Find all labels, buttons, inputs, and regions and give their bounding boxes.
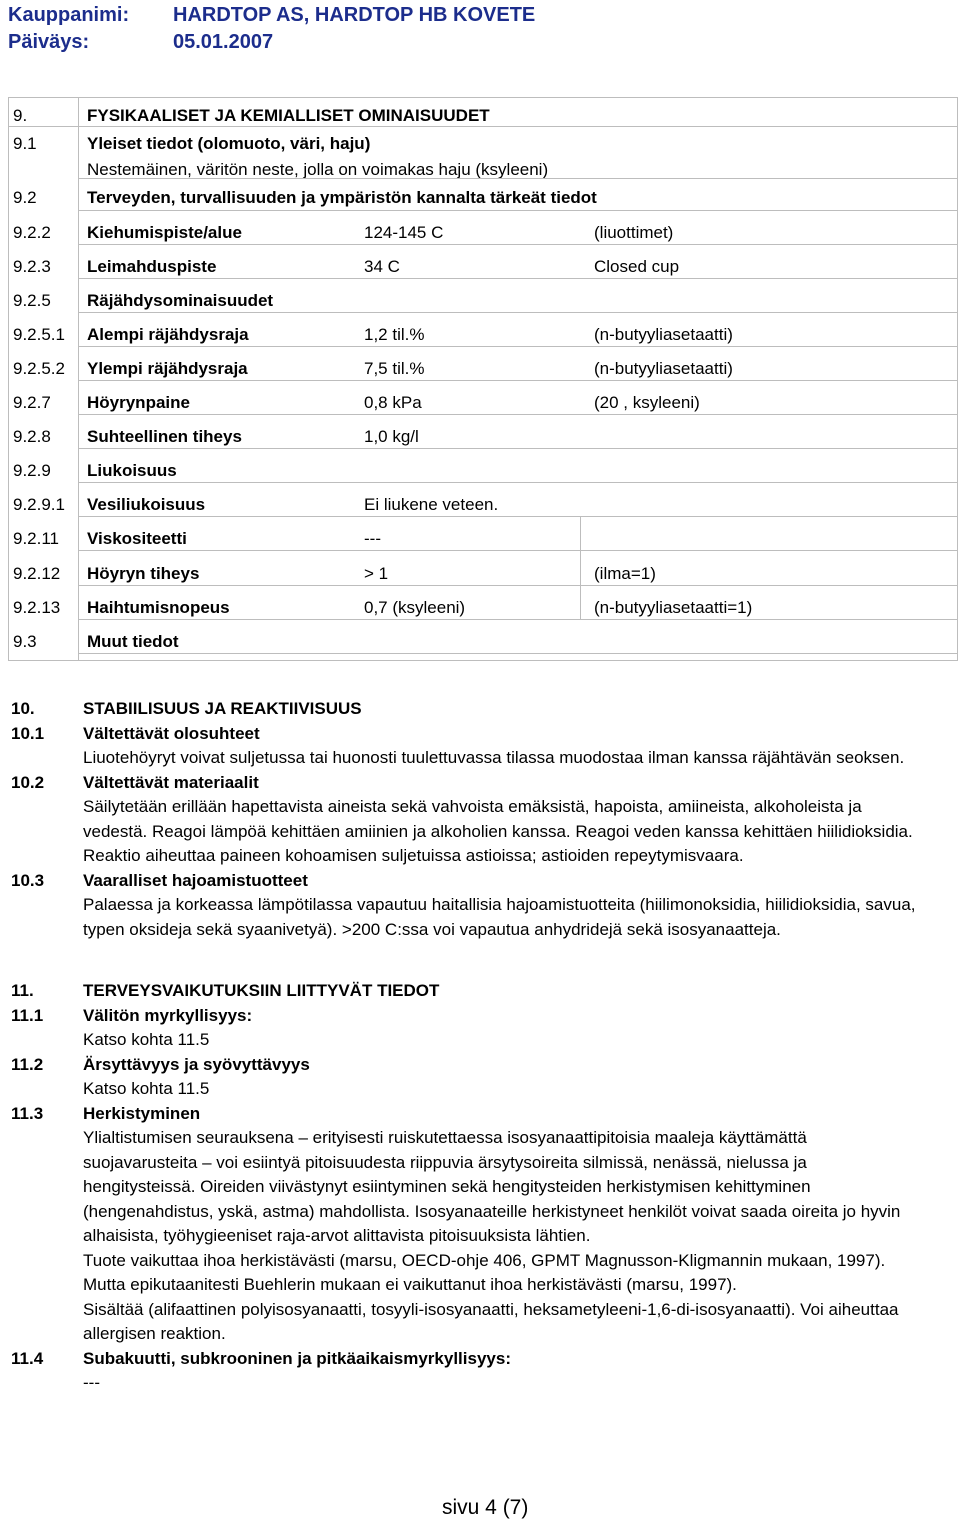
text-line: allergisen reaktion.	[83, 1324, 226, 1343]
text-line: Ylialtistumisen seurauksena – erityisesti ruiskutettaessa isosyanaattipitoisia maaleja käyttämättä	[83, 1128, 807, 1147]
text-line: Katso kohta 11.5	[83, 1030, 210, 1049]
subsection-number: 10.1	[11, 723, 45, 743]
property-value: 1,2 til.%	[364, 325, 425, 344]
section-title: TERVEYSVAIKUTUKSIIN LIITTYVÄT TIEDOT	[83, 981, 440, 1000]
paragraph	[83, 1028, 951, 1053]
property-label: Haihtumisnopeus	[87, 598, 230, 617]
property-number: 9.2.3	[13, 257, 51, 276]
property-value: 0,8 kPa	[364, 393, 422, 412]
text-line: vedestä. Reagoi lämpöä kehittäen amiinien ja alkoholien kanssa. Reagoi veden kanssa kehittäen hiilidioksidia.	[83, 821, 913, 841]
paragraph	[83, 1126, 951, 1347]
section-number: 10.	[11, 699, 35, 718]
property-number: 9.3	[13, 632, 37, 651]
property-comment: (20 , ksyleeni)	[594, 393, 700, 412]
header-date	[8, 31, 273, 54]
property-value: ---	[364, 529, 381, 548]
property-number: 9.2.9.1	[13, 495, 65, 514]
property-number: 9.2.5.2	[13, 359, 65, 378]
subsection-number: 10.3	[11, 870, 45, 890]
subsection-title: Vältettävät olosuhteet	[83, 723, 260, 743]
text-line: Sisältää (alifaattinen polyisosyanaatti, tosyyli-isosyanaatti, heksametyleeni-1,6-di-isosyanaatti). Voi aiheuttaa	[83, 1299, 899, 1319]
property-comment: (ilma=1)	[594, 564, 656, 583]
property-number: 9.2.2	[13, 223, 51, 242]
property-value: > 1	[364, 564, 389, 583]
property-label: Suhteellinen tiheys	[87, 427, 242, 446]
text-line: typen oksideja sekä syaanivetyä). >200 C:ssa voi vapautua anhydridejä sekä isosyanaatteja.	[83, 919, 781, 939]
property-comment: (n-butyyliasetaatti)	[594, 359, 733, 378]
property-label: Muut tiedot	[87, 632, 179, 651]
text-line: ---	[83, 1373, 100, 1392]
text-line: Tuote vaikuttaa ihoa herkistävästi (marsu, OECD-ohje 406, GPMT Magnusson-Kligmannin mukaan, 1997).	[83, 1250, 886, 1270]
property-comment: (n-butyyliasetaatti=1)	[594, 598, 753, 617]
subsection-title: Ärsyttävyys ja syövyttävyys	[83, 1054, 310, 1074]
page-number: sivu 4 (7)	[442, 1496, 529, 1519]
subsection-number: 11.4	[11, 1348, 44, 1368]
text-line: Palaessa ja korkeassa lämpötilassa vapautuu haitallisia hajoamistuotteita (hiilimonoksidia, hiilidioksidia, savua,	[83, 895, 916, 914]
subsection-title: Herkistyminen	[83, 1103, 201, 1123]
property-label: Terveyden, turvallisuuden ja ympäristön kannalta tärkeät tiedot	[87, 188, 597, 207]
text-line: suojavarusteita – voi esiintyä pitoisuudesta riippuvia ärsytysoireita silmissä, nenässä, nielussa ja	[83, 1152, 807, 1172]
property-label: Vesiliukoisuus	[87, 495, 206, 514]
property-label: Kiehumispiste/alue	[87, 223, 242, 242]
property-label: Viskositeetti	[87, 529, 187, 548]
date-value: 05.01.2007	[173, 31, 274, 53]
property-label: Höyryn tiheys	[87, 564, 200, 583]
section-10	[11, 697, 951, 942]
paragraph	[83, 1077, 951, 1102]
paragraph	[83, 1371, 951, 1396]
paragraph	[83, 795, 951, 869]
property-number: 9.2.11	[13, 529, 60, 548]
text-line: (hengenahdistus, yskä, astma) mahdollista. Isosyanaateille herkistyneet henkilöt voivat saada oireita jo hyvin	[83, 1201, 901, 1221]
subsection-number: 11.3	[11, 1103, 44, 1123]
section-9-table	[8, 97, 958, 661]
section-number: 11.	[11, 981, 34, 1000]
section-11	[11, 979, 951, 1396]
subsection-number: 11.2	[11, 1054, 44, 1074]
property-number: 9.2.9	[13, 461, 51, 480]
property-label: Leimahduspiste	[87, 257, 217, 276]
date-label: Päiväys:	[8, 31, 90, 53]
property-number: 9.2.7	[13, 393, 51, 412]
property-label: Nestemäinen, väritön neste, jolla on voimakas haju (ksyleeni)	[87, 160, 549, 179]
property-comment: Closed cup	[594, 257, 680, 276]
property-number: 9.2	[13, 188, 37, 207]
property-number: 9.	[13, 106, 28, 125]
property-label: Alempi räjähdysraja	[87, 325, 249, 344]
text-line: Katso kohta 11.5	[83, 1079, 210, 1098]
text-line: Mutta epikutaanitesti Buehlerin mukaan ei vaikuttanut ihoa herkistävästi (marsu, 1997).	[83, 1275, 737, 1294]
property-value: 124-145 C	[364, 223, 444, 242]
product-label: Kauppanimi:	[8, 4, 130, 26]
property-value: 0,7 (ksyleeni)	[364, 598, 466, 617]
paragraph	[83, 893, 951, 942]
text-line: Liuotehöyryt voivat suljetussa tai huonosti tuulettuvassa tilassa muodostaa ilman kanssa räjähtävän seoksen.	[83, 748, 905, 767]
subsection-title: Subakuutti, subkrooninen ja pitkäaikaismyrkyllisyys:	[83, 1348, 511, 1368]
property-value: 1,0 kg/l	[364, 427, 419, 446]
property-comment: (n-butyyliasetaatti)	[594, 325, 733, 344]
section-title: STABIILISUUS JA REAKTIIVISUUS	[83, 699, 362, 718]
subsection-number: 11.1	[11, 1005, 44, 1025]
text-line: hengitysteissä. Oireiden viivästynyt esiintyminen sekä hengitysteiden herkistymisen kehittyminen	[83, 1177, 811, 1196]
property-number: 9.2.12	[13, 564, 61, 583]
property-number: 9.2.8	[13, 427, 51, 446]
property-label: Ylempi räjähdysraja	[87, 359, 248, 378]
property-value: 7,5 til.%	[364, 359, 425, 378]
property-label: FYSIKAALISET JA KEMIALLISET OMINAISUUDET	[87, 106, 490, 125]
text-line: alhaisista, työhygieeniset raja-arvot alittavista pitoisuuksista lähtien.	[83, 1226, 591, 1245]
property-comment: (liuottimet)	[594, 223, 674, 242]
property-label: Yleiset tiedot (olomuoto, väri, haju)	[87, 134, 371, 153]
property-value: 34 C	[364, 257, 400, 276]
property-label: Höyrynpaine	[87, 393, 190, 412]
header-product	[8, 4, 535, 27]
product-value: HARDTOP AS, HARDTOP HB KOVETE	[173, 4, 536, 26]
property-number: 9.2.5.1	[13, 325, 65, 344]
property-number: 9.2.13	[13, 598, 61, 617]
property-label: Liukoisuus	[87, 461, 177, 480]
property-number: 9.1	[13, 134, 37, 153]
property-value: Ei liukene veteen.	[364, 495, 499, 514]
property-label: Räjähdysominaisuudet	[87, 291, 274, 310]
text-line: Säilytetään erillään hapettavista aineista sekä vahvoista emäksistä, hapoista, amiineista, alkoholeista ja	[83, 797, 862, 816]
subsection-title: Välitön myrkyllisyys:	[83, 1005, 253, 1025]
subsection-title: Vältettävät materiaalit	[83, 772, 259, 792]
subsection-number: 10.2	[11, 772, 45, 792]
text-line: Reaktio aiheuttaa paineen kohoamisen suljetuissa astioissa; astioiden repeytymisvaara.	[83, 846, 744, 865]
subsection-title: Vaaralliset hajoamistuotteet	[83, 870, 308, 890]
paragraph	[83, 746, 951, 771]
property-number: 9.2.5	[13, 291, 51, 310]
